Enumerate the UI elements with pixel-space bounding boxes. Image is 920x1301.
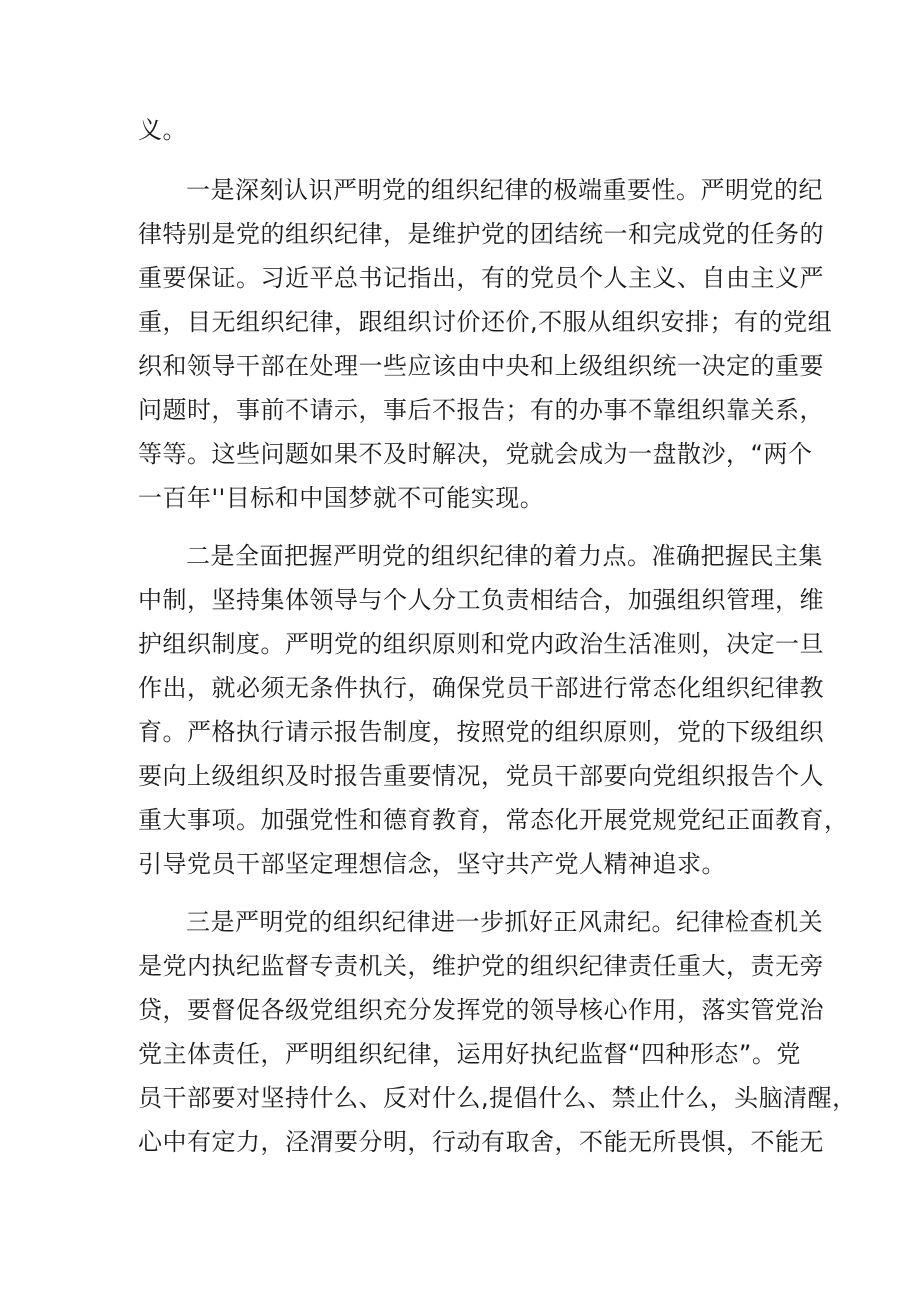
text-line: 是党内执纪监督专责机关，维护党的组织纪律责任重大，责无旁 [138, 952, 824, 980]
text-line: 等等。这些问题如果不及时解决，党就会成为一盘散沙，“两个 [138, 440, 813, 468]
text-line: 义。 [138, 116, 187, 144]
text-line: 问题时，事前不请示，事后不报告；有的办事不靠组织靠关系， [138, 396, 824, 424]
text-line: 党主体责任，严明组织纪律，运用好执纪监督“四种形态”。党 [138, 1040, 801, 1068]
text-line: 要向上级组织及时报告重要情况，党员干部要向党组织报告个人 [138, 762, 824, 790]
text-line: 贷，要督促各级党组织充分发挥党的领导核心作用，落实管党治 [138, 996, 824, 1024]
text-line: 育。严格执行请示报告制度，按照党的组织原则，党的下级组织 [138, 718, 824, 746]
text-line: 重，目无组织纪律，跟组织讨价还价,不服从组织安排；有的党组 [138, 308, 833, 336]
paragraph-rectify-conduct [138, 900, 857, 1164]
text-line: 心中有定力，泾渭要分明，行动有取舍，不能无所畏惧，不能无 [138, 1128, 824, 1156]
text-line: 一是深刻认识严明党的组织纪律的极端重要性。严明党的纪 [186, 176, 823, 204]
text-line: 一百年''目标和中国梦就不可能实现。 [138, 484, 545, 512]
paragraph-organizational-discipline-importance [138, 168, 833, 520]
text-line: 中制，坚持集体领导与个人分工负责相结合，加强组织管理，维 [138, 586, 824, 614]
text-line: 律特别是党的组织纪律，是维护党的团结统一和完成党的任务的 [138, 220, 824, 248]
text-line: 二是全面把握严明党的组织纪律的着力点。准确把握民主集 [186, 542, 823, 570]
text-line: 重要保证。习近平总书记指出，有的党员个人主义、自由主义严 [138, 264, 824, 292]
text-line: 护组织制度。严明党的组织原则和党内政治生活准则，决定一旦 [138, 630, 824, 658]
text-line: 织和领导干部在处理一些应该由中央和上级组织统一决定的重要 [138, 352, 824, 380]
paragraph-key-focus-points [138, 534, 849, 886]
text-line: 作出，就必须无条件执行，确保党员干部进行常态化组织纪律教 [138, 674, 824, 702]
paragraph-continuation [138, 108, 808, 152]
text-line: 三是严明党的组织纪律进一步抓好正风肃纪。纪律检查机关 [186, 908, 823, 936]
text-line: 引导党员干部坚定理想信念，坚守共产党人精神追求。 [138, 850, 726, 878]
text-line: 重大事项。加强党性和德育教育，常态化开展党规党纪正面教育， [138, 806, 849, 834]
text-line: 员干部要对坚持什么、反对什么,提倡什么、禁止什么，头脑清醒， [138, 1084, 857, 1112]
